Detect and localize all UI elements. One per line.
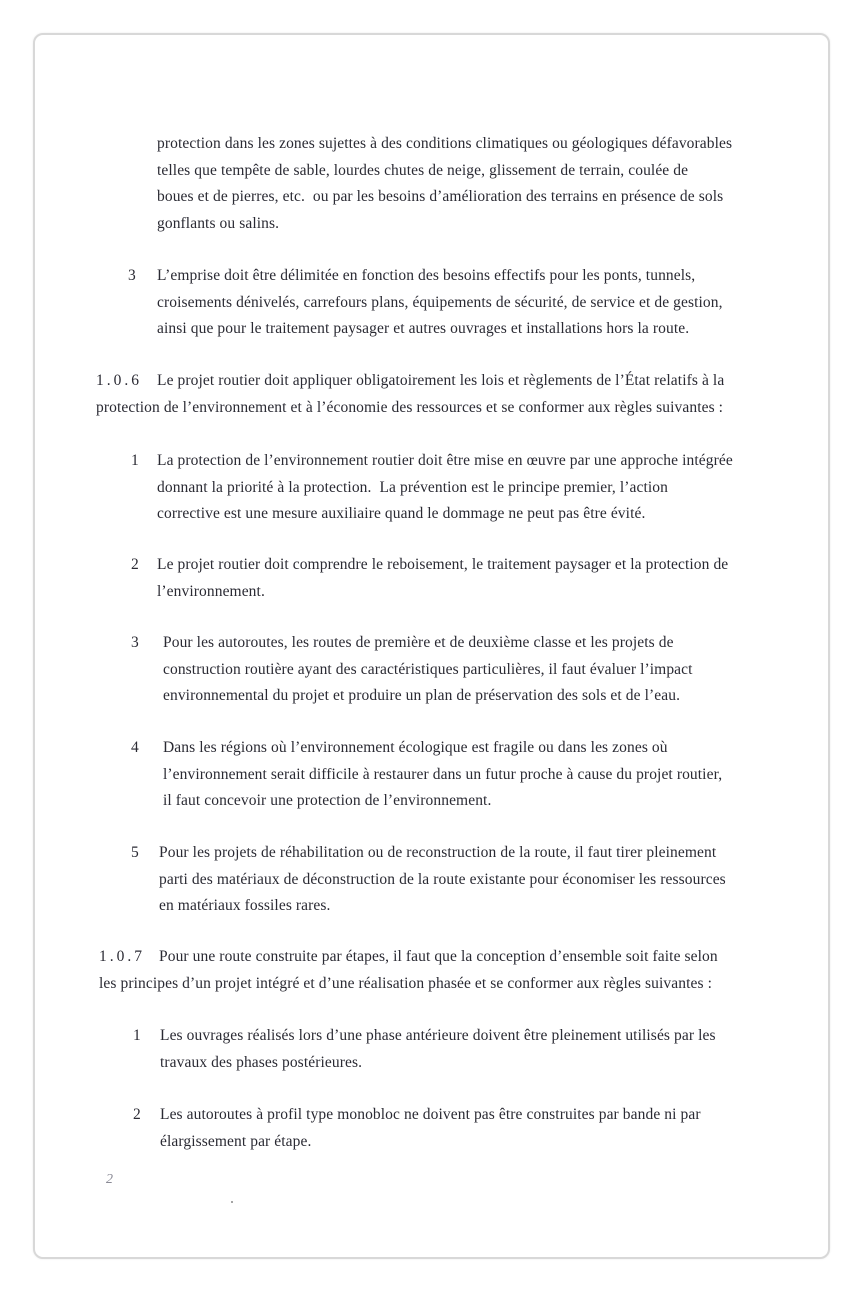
list-item-text: Le projet routier doit comprendre le reboisement, le traitement paysager et la protection de l’environnement. [157, 556, 729, 600]
continuation-paragraph: protection dans les zones sujettes à des conditions climatiques ou géologiques défavorables telles que tempête de sable, lourdes chutes de neige, glissement de terrain, coulée de boues et de pierres, etc. ou par les besoins d’amélioration des terrains en présence de sols gonflants ou salins. [157, 135, 733, 232]
item-number: 2 [133, 1106, 141, 1123]
section-number: 1.0.6 [96, 372, 142, 389]
margin-mark: 2 [106, 1172, 113, 1187]
list-item-text: Dans les régions où l’environnement écologique est fragile ou dans les zones où l’environnement serait difficile à restaurer dans un futur proche à cause du projet routier, il faut concevoir une protection de l’environnement. [163, 739, 723, 809]
list-item-text: Pour les autoroutes, les routes de première et de deuxième classe et les projets de construction routière ayant des caractéristiques particulières, il faut évaluer l’impact environnemental du projet et produire un plan de préservation des sols et de l’eau. [163, 634, 693, 704]
list-item-text: L’emprise doit être délimitée en fonction des besoins effectifs pour les ponts, tunnels, croisements dénivelés, carrefours plans, équipements de sécurité, de service et de gestion, ainsi que pour le traitement paysager et autres ouvrages et installations hors la route. [157, 267, 723, 337]
section-intro: Pour une route construite par étapes, il faut que la conception d’ensemble soit faite selon les principes d’un projet intégré et d’une réalisation phasée et se conformer aux règles suivantes : [99, 948, 718, 992]
item-number: 1 [131, 452, 139, 469]
section-number: 1.0.7 [99, 948, 145, 965]
item-number: 3 [131, 634, 139, 651]
item-number: 3 [128, 267, 136, 284]
list-item-text: La protection de l’environnement routier doit être mise en œuvre par une approche intégrée donnant la priorité à la protection. La prévention est le principe premier, l’action corrective est une mesure auxiliaire quand le dommage ne peut pas être évité. [157, 452, 733, 522]
list-item-text: Les ouvrages réalisés lors d’une phase antérieure doivent être pleinement utilisés par les travaux des phases postérieures. [160, 1027, 716, 1071]
section-intro: Le projet routier doit appliquer obligatoirement les lois et règlements de l’État relatifs à la protection de l’environnement et à l’économie des ressources et se conformer aux règles suivantes : [96, 372, 725, 416]
item-number: 4 [131, 739, 139, 756]
item-number: 5 [131, 844, 139, 861]
list-item-text: Les autoroutes à profil type monobloc ne doivent pas être construites par bande ni par élargissement par étape. [160, 1106, 701, 1150]
item-number: 1 [133, 1027, 141, 1044]
list-item-text: Pour les projets de réhabilitation ou de reconstruction de la route, il faut tirer pleinement parti des matériaux de déconstruction de la route existante pour économiser les ressources en matériaux fossiles rares. [159, 844, 726, 914]
scan-dot [231, 1201, 233, 1203]
item-number: 2 [131, 556, 139, 573]
